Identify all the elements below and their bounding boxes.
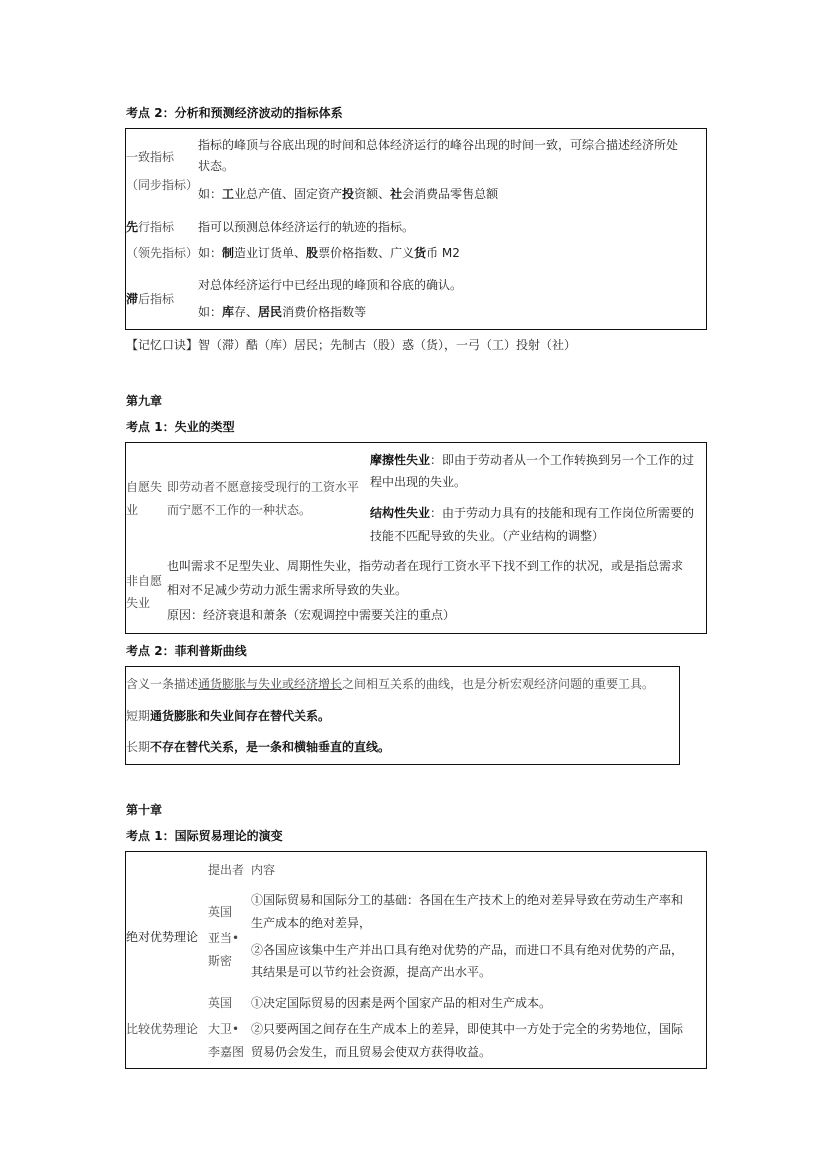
example-bold: 制 [222,246,235,260]
example-text: 造业订货单、 [234,246,307,260]
unemployment-table [125,442,707,634]
content-point: ①决定国际贸易的因素是两个国家产品的相对生产成本。 [251,996,552,1010]
content-point: 贸易仍会发生，而且贸易会使双方获得收益。 [251,1045,492,1059]
example-text: 如： [198,246,223,260]
long-text: 不存在替代关系，是一条和横轴垂直的直线。 [150,740,391,754]
involuntary-label: 非自愿 [126,574,163,588]
example-text: 票价格指数、广义 [318,246,415,260]
phillips-short-term [126,708,330,724]
section-heading-trade [126,827,283,844]
short-label: 短期 [126,709,151,723]
voluntary-desc: 即劳动者不愿意接受现行的工资水平 [167,480,360,494]
frictional-title: 摩擦性失业 [370,453,431,467]
example-text: 如： [198,305,223,319]
involuntary-label: 失业 [126,596,151,610]
row-desc: 指可以预测总体经济运行的轨迹的指标。 [198,220,415,234]
heading-text: ：失业的类型 [162,420,235,434]
example-bold: 库 [222,305,235,319]
structural-unemployment [370,505,694,521]
example-bold: 社 [390,187,403,201]
meaning-text: 之间相互关系的曲线，也是分析宏观经济问题的重要工具。 [342,677,655,691]
row-desc: 对总体经济运行中已经出现的峰顶和谷底的确认。 [198,278,463,292]
content-point: ①国际贸易和国际分工的基础：各国在生产技术上的绝对差异导致在劳动生产率和 [251,893,684,907]
example-bold: 货 [414,246,427,260]
row-desc: 指标的峰顶与谷底出现的时间和总体经济运行的峰谷出现的时间一致，可综合描述经济所处 [198,138,679,152]
example-text: 币 M2 [426,246,460,260]
label-rest: 后指标 [138,292,175,306]
structural-title: 结构性失业 [370,506,431,520]
meaning-text: 含义一条描述 [126,677,199,691]
label-bold: 滞 [126,292,139,306]
heading-text: ：分析和预测经济波动的指标体系 [162,106,343,120]
involuntary-cause: 原因：经济衰退和萧条（宏观调控中需要关注的重点） [167,608,456,622]
row-desc: 状态。 [198,159,235,173]
example-text: 业总产值、固定资产 [234,187,343,201]
voluntary-label: 自愿失 [126,480,163,494]
row-label [126,219,174,235]
row-example [198,245,460,261]
example-text: 存、 [234,305,259,319]
heading-prefix: 考点 [126,106,151,120]
heading-number: 2 [154,644,163,658]
content-point: ②只要两国之间存在生产成本上的差异，即使其中一方处于完全的劣势地位，国际 [251,1022,684,1036]
proposer: 亚当• [208,931,240,945]
short-text: 通货膨胀和失业间存在替代关系。 [150,709,331,723]
content-point: 生产成本的绝对差异， [251,916,372,930]
heading-prefix: 考点 [126,829,151,843]
heading-prefix: 考点 [126,644,151,658]
row-example [198,186,498,202]
example-bold: 工 [222,187,235,201]
example-text: 资额、 [354,187,391,201]
phillips-long-term [126,739,390,755]
label-rest: 行指标 [138,220,175,234]
heading-number: 1 [154,829,163,843]
proposer: 英国 [208,905,233,919]
voluntary-label: 业 [126,503,139,517]
row-label [126,291,174,307]
involuntary-desc: 相对不足减少劳动力派生需求所导致的失业。 [167,583,408,597]
row-label: 一致指标 [126,150,175,164]
mnemonic: 【记忆口诀】智（滞）酷（库）居民；先制古（股）惑（货），一弓（工）投射（社） [126,338,577,352]
heading-text: ：国际贸易理论的演变 [162,829,283,843]
section-heading-indicators [126,104,343,121]
example-text: 消费价格指数等 [282,305,367,319]
chapter-title: 第十章 [126,803,163,817]
phillips-meaning [126,676,654,692]
frictional-unemployment [370,452,694,468]
content-point: 其结果是可以节约社会资源，提高产出水平。 [251,965,492,979]
trade-theory-table [125,851,707,1069]
row-label-sub: （同步指标） [126,178,199,192]
involuntary-desc: 也叫需求不足型失业、周期性失业，指劳动者在现行工资水平下找不到工作的状况，或是指总需求 [167,559,684,573]
content-point: ②各国应该集中生产并出口具有绝对优势的产品，而进口不具有绝对优势的产品， [251,943,684,957]
heading-number: 2 [154,106,163,120]
voluntary-desc: 而宁愿不工作的一种状态。 [167,503,312,517]
phillips-table [125,666,680,765]
proposer: 大卫• [208,1022,240,1036]
heading-text: ：菲利普斯曲线 [162,644,247,658]
row-example [198,304,366,320]
frictional-text: 程中出现的失业。 [370,475,467,489]
structural-text: 技能不匹配导致的失业。（产业结构的调整） [370,529,605,543]
example-text: 会消费品零售总额 [402,187,499,201]
row-label-sub: （领先指标） [126,246,199,260]
chapter-title: 第九章 [126,394,163,408]
meaning-underlined: 通货膨胀与失业或经济增长 [198,677,343,691]
col-header-content: 内容 [251,863,276,877]
section-heading-phillips [126,642,247,659]
heading-number: 1 [154,420,163,434]
proposer: 斯密 [208,954,233,968]
proposer: 李嘉图 [208,1045,245,1059]
label-bold: 先 [126,220,139,234]
example-text: 如： [198,187,223,201]
structural-text: ：由于劳动力具有的技能和现有工作岗位所需要的 [430,506,695,520]
section-heading-unemployment [126,418,235,435]
heading-prefix: 考点 [126,420,151,434]
example-bold: 股 [306,246,319,260]
theory-name: 绝对优势理论 [126,930,199,944]
example-bold: 投 [342,187,355,201]
col-header-proposer: 提出者 [208,863,245,877]
example-bold: 居民 [258,305,283,319]
frictional-text: ：即由于劳动者从一个工作转换到另一个工作的过 [430,453,695,467]
proposer: 英国 [208,996,233,1010]
theory-name: 比较优势理论 [126,1022,199,1036]
long-label: 长期 [126,740,151,754]
indicators-table [125,128,707,330]
